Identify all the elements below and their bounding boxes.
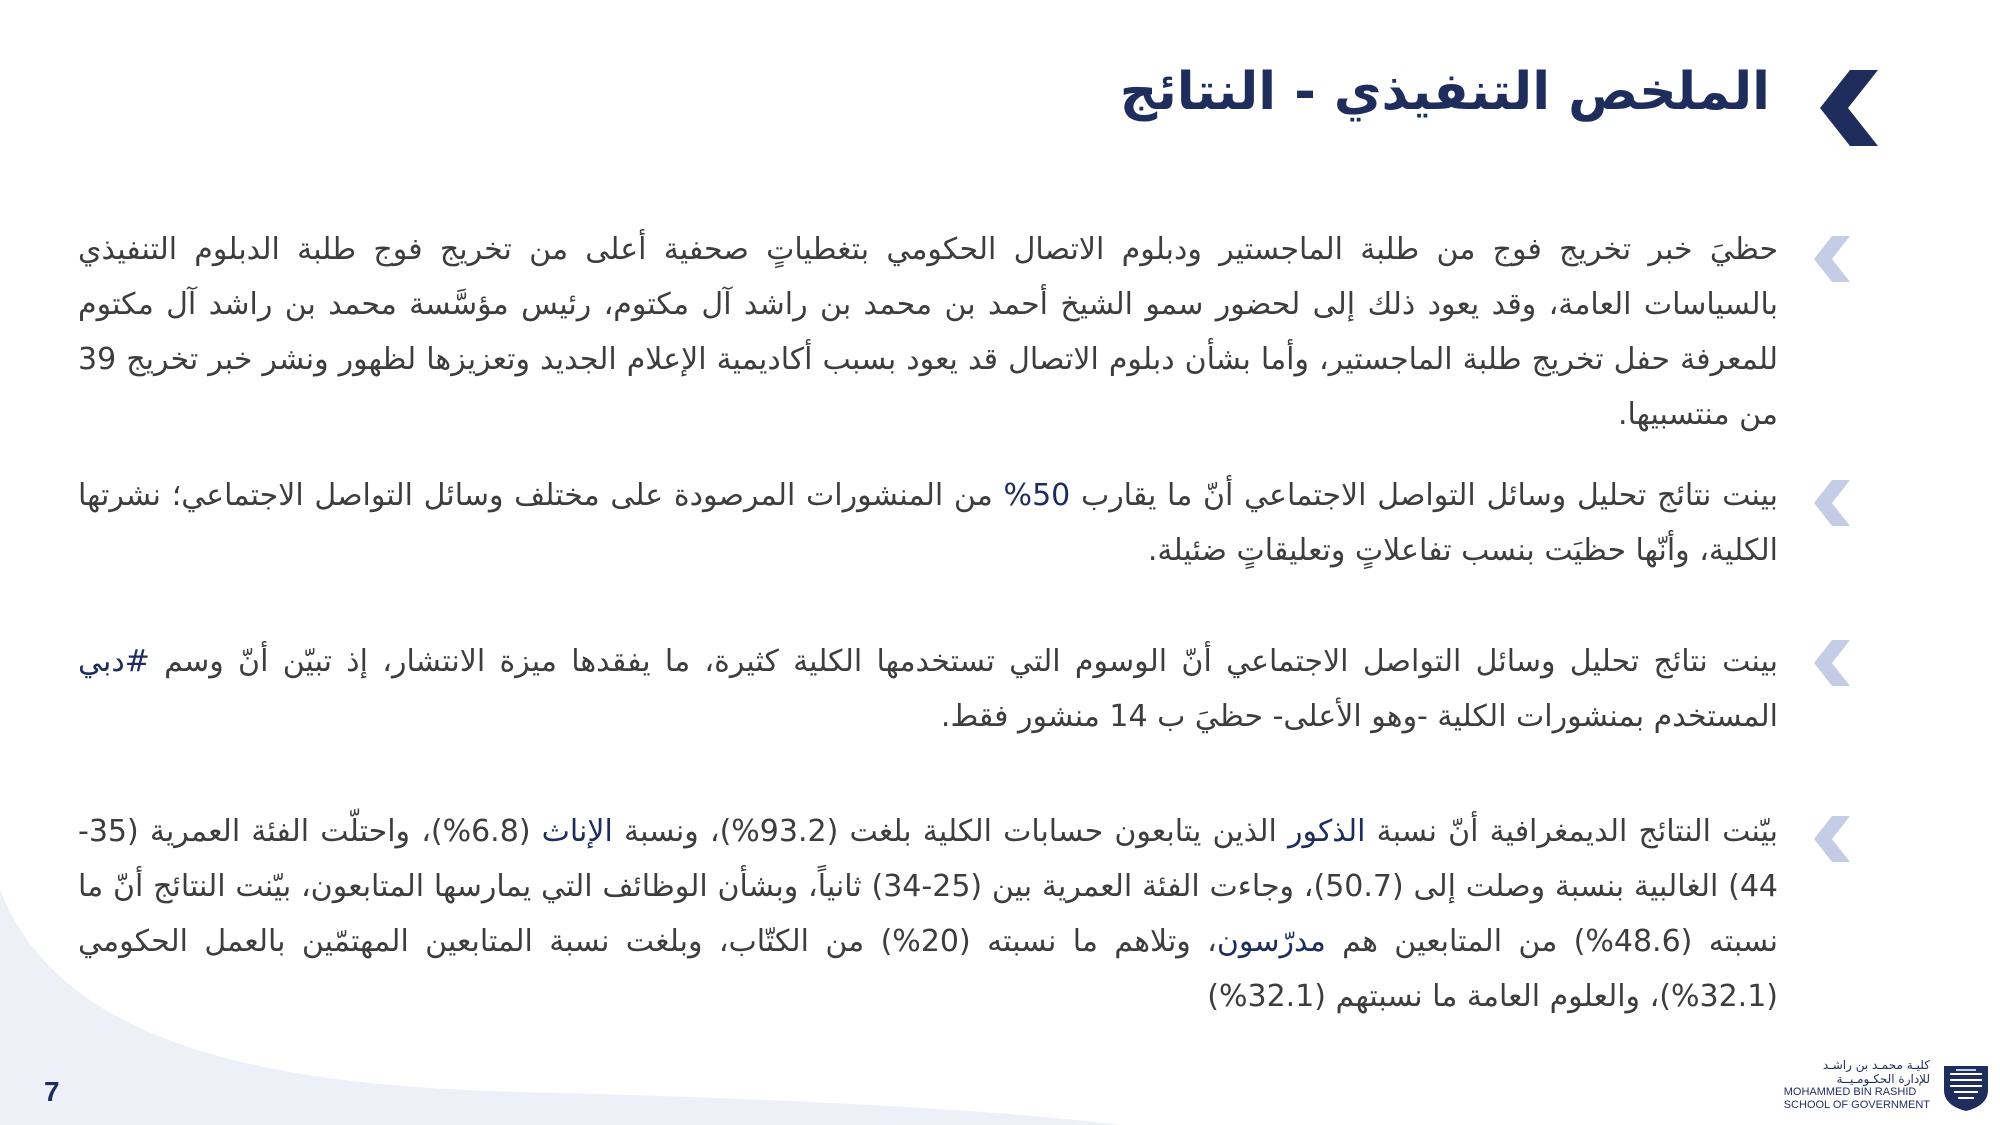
paragraph-text: الذين يتابعون حسابات الكلية بلغت (93.2%)، ونسبة xyxy=(612,814,1289,849)
bullet-chevron-icon xyxy=(1814,480,1850,526)
paragraph-text: المستخدم بمنشورات الكلية -وهو الأعلى- حظيَ ب 14 منشور فقط. xyxy=(940,699,1778,734)
school-logo xyxy=(1783,1058,1990,1114)
paragraph-text: بيّنت النتائج الديمغرافية أنّ نسبة xyxy=(1365,814,1778,849)
paragraph-social-media-posts xyxy=(78,468,1778,578)
highlight-percentage: 50% xyxy=(1003,478,1071,513)
page-title: الملخص التنفيذي - النتائج xyxy=(1119,62,1770,122)
paragraph-text: (6.8%)، واحتلّت الفئة العمرية (35-44) الغالبية بنسبة وصلت إلى (50.7)، وجاءت الفئة العمرية بين (25-34) ثانياً، وبشأن الوظائف التي يمارسها المتابعون، بيّنت النتائج أنّ ما نسبته (48.6%) من المتابعين هم xyxy=(78,814,1779,959)
bullet-chevron-icon xyxy=(1814,816,1850,862)
logo-arabic-line: كليـة محمـد بن راشـد xyxy=(1822,1058,1930,1072)
page-number: 7 xyxy=(44,1076,60,1107)
highlight-females: الإناث xyxy=(541,814,613,849)
highlight-teachers: مدرّسون xyxy=(1216,924,1326,959)
paragraph-text: من المنشورات المرصودة على مختلف وسائل التواصل الاجتماعي؛ نشرتها الكلية، وأنّها حظيَت بنسب تفاعلاتٍ وتعليقاتٍ ضئيلة. xyxy=(78,478,1778,568)
bullet-chevron-icon xyxy=(1814,236,1850,282)
paragraph-graduation-coverage: حظيَ خبر تخريج فوج من طلبة الماجستير ودبلوم الاتصال الحكومي بتغطياتٍ صحفية أعلى من تخريج فوج طلبة الدبلوم التنفيذي بالسياسات العامة، وقد يعود ذلك إلى لحضور سمو الشيخ أحمد بن محمد بن راشد آل مكتوم، رئيس مؤسَّسة محمد بن راشد آل مكتوم للمعرفة حفل تخريج طلبة الماجستير، وأما بشأن دبلوم الاتصال قد يعود بسبب أكاديمية الإعلام الجديد وتعزيزها لظهور ونشر خبر تخريج 39 من منتسبيها. xyxy=(78,232,1778,432)
highlight-hashtag: #دبي xyxy=(78,644,150,679)
logo-english-line: MOHAMMED BIN RASHID xyxy=(1783,1086,1917,1098)
logo-arabic-name xyxy=(1823,1058,1930,1086)
logo-english-line: SCHOOL OF GOVERNMENT xyxy=(1783,1099,1930,1111)
highlight-males: الذكور xyxy=(1288,814,1366,849)
title-chevron-icon xyxy=(1820,70,1878,146)
bullet-chevron-icon xyxy=(1814,640,1850,686)
paragraph-demographics xyxy=(78,804,1778,1024)
paragraph-text: بينت نتائج تحليل وسائل التواصل الاجتماعي أنّ ما يقارب xyxy=(1070,478,1778,513)
logo-english-name xyxy=(1784,1086,1930,1112)
logo-arabic-line: للإدارة الحكـومـيــة xyxy=(1836,1072,1930,1086)
paragraph-text: بينت نتائج تحليل وسائل التواصل الاجتماعي أنّ الوسوم التي تستخدمها الكلية كثيرة، ما يفقدها ميزة الانتشار، إذ تبيّن أنّ وسم xyxy=(149,644,1778,679)
school-emblem-icon xyxy=(1942,1060,1990,1112)
paragraph-text: ، وتلاهم ما نسبته (20%) من الكتّاب، وبلغت نسبة المتابعين المهتمّين بالعمل الحكومي (32.1%)، والعلوم العامة ما نسبتهم (32.1%) xyxy=(78,924,1778,1014)
paragraph-hashtags xyxy=(78,634,1778,744)
